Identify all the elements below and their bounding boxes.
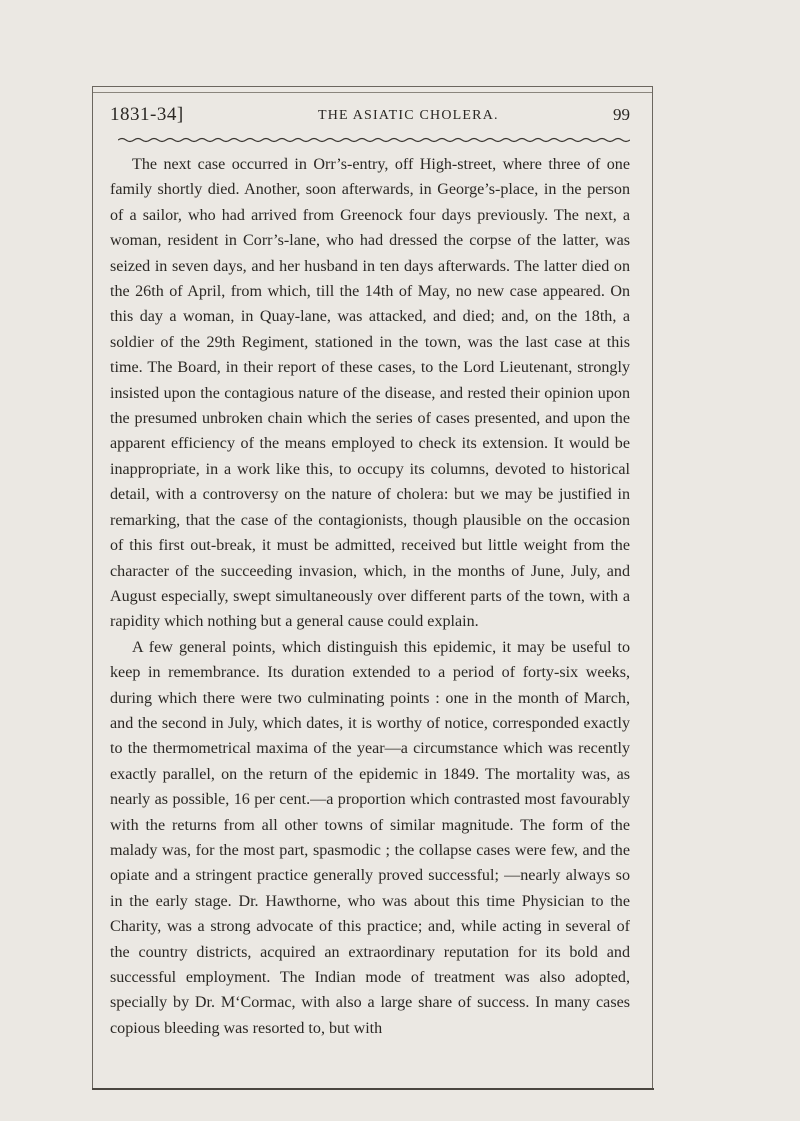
page-border-left <box>92 86 93 1088</box>
page-border-top <box>92 86 652 87</box>
page-number: 99 <box>613 105 630 124</box>
page-border-bottom <box>92 1088 654 1090</box>
body-text <box>110 152 630 1041</box>
running-header <box>110 104 630 132</box>
page-border-right <box>652 86 653 1088</box>
header-title: THE ASIATIC CHOLERA. <box>318 108 499 123</box>
wavy-rule-divider <box>118 136 630 144</box>
header-years: 1831-34] <box>110 104 184 125</box>
paragraph: The next case occurred in Orr’s-entry, off High-street, where three of one family shortly died. Another, soon afterwards, in George’s-place, in the person of a sailor, who had arrived from Greenock four days previously. The next, a woman, resident in Corr’s-lane, who had dressed the corpse of the latter, was seized in seven days, and her husband in ten days afterwards. The latter died on the 26th of April, from which, till the 14th of May, no new case appeared. On this day a woman, in Quay-lane, was attacked, and died; and, on the 18th, a soldier of the 29th Regiment, stationed in the town, was the last case at this time. The Board, in their report of these cases, to the Lord Lieutenant, strongly insisted upon the contagious nature of the disease, and rested their opinion upon the presumed unbroken chain which the series of cases presented, and upon the apparent efficiency of the means employed to check its extension. It would be inappropriate, in a work like this, to occupy its columns, devoted to historical detail, with a controversy on the nature of cholera: but we may be justified in remarking, that the case of the contagionists, though plausible on the occasion of this first out-break, it must be admitted, received but little weight from the character of the succeeding invasion, which, in the months of June, July, and August especially, swept simultaneously over different parts of the town, with a rapidity which nothing but a general cause could explain. <box>110 156 630 631</box>
paragraph: A few general points, which distinguish this epidemic, it may be useful to keep in remembrance. Its duration extended to a period of forty-six weeks, during which there were two culminating points : one in the month of March, and the second in July, which dates, it is worthy of notice, corresponded exactly to the thermometrical maxima of the year—a circumstance which was recently exactly parallel, on the return of the epidemic in 1849. The mortality was, as nearly as possible, 16 per cent.—a proportion which contrasted most favourably with the returns from all other towns of similar magnitude. The form of the malady was, for the most part, spasmodic ; the collapse cases were few, and the opiate and a stringent practice generally proved successful; —nearly always so in the early stage. Dr. Hawthorne, who was about this time Physician to the Charity, was a strong advocate of this practice; and, while acting in several of the country districts, acquired an extraordinary reputation for its bold and successful employment. The Indian mode of treatment was also adopted, specially by Dr. M‘Cormac, with also a large share of success. In many cases copious bleeding was resorted to, but with <box>110 638 630 1037</box>
page-border-top-inner <box>92 92 652 93</box>
